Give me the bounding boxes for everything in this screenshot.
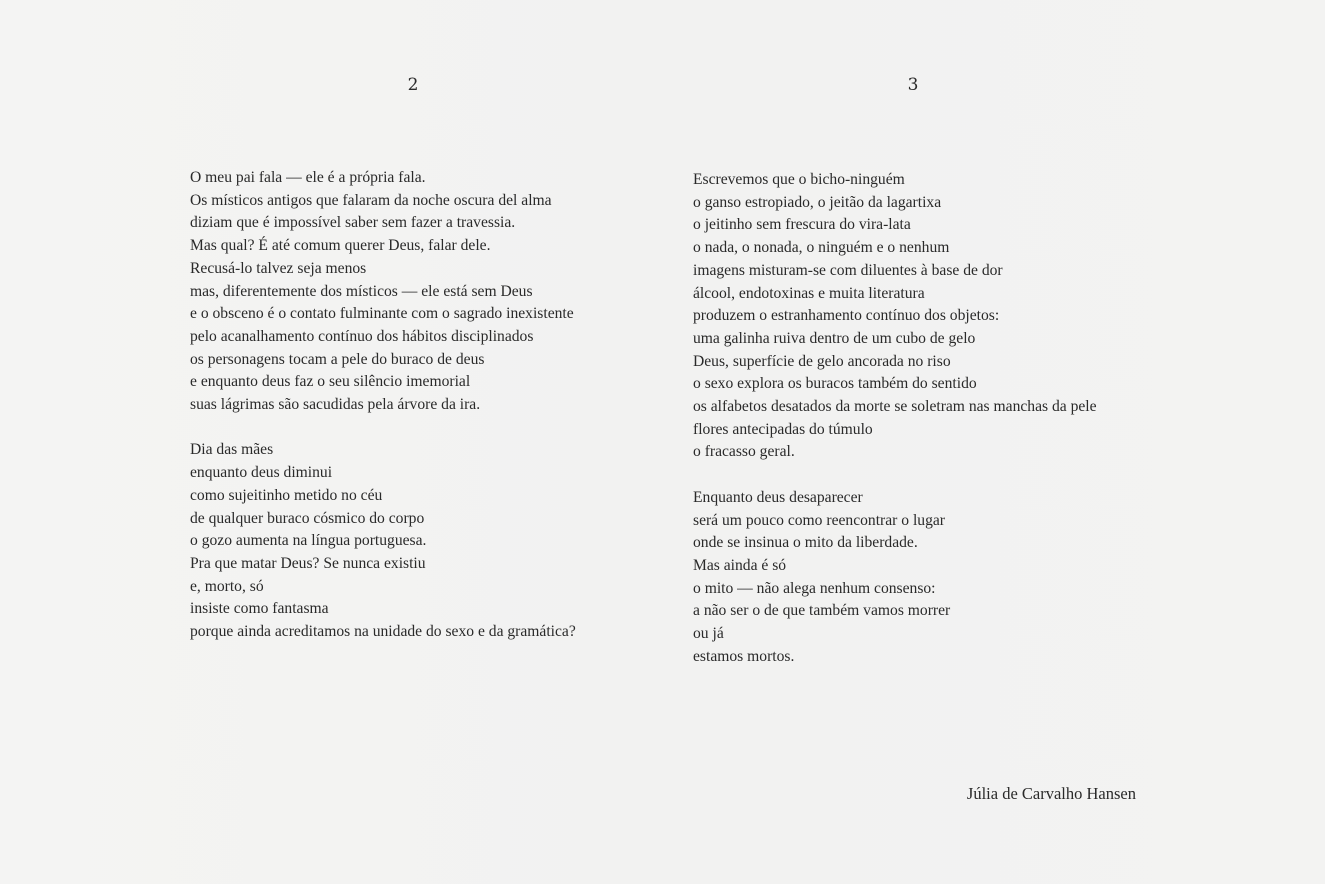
poem-line: insiste como fantasma xyxy=(190,600,329,618)
poem-line: Mas qual? É até comum querer Deus, falar dele. xyxy=(190,237,491,255)
poem-line: Pra que matar Deus? Se nunca existiu xyxy=(190,554,426,572)
poem-line: os personagens tocam a pele do buraco de deus xyxy=(190,350,485,368)
poem-line: porque ainda acreditamos na unidade do sexo e da gramática? xyxy=(190,623,576,641)
poem-line: suas lágrimas são sacudidas pela árvore da ira. xyxy=(190,396,481,414)
poem-line: uma galinha ruiva dentro de um cubo de gelo xyxy=(693,329,976,347)
poem-line: Dia das mães xyxy=(190,441,274,459)
poem-line: e enquanto deus faz o seu silêncio imemorial xyxy=(190,373,471,391)
poem-line: será um pouco como reencontrar o lugar xyxy=(693,511,945,529)
poem-line: Deus, superfície de gelo ancorada no riso xyxy=(693,352,951,370)
poem-line: estamos mortos. xyxy=(693,647,795,665)
poem-line: Enquanto deus desaparecer xyxy=(693,488,863,506)
poem-line: os alfabetos desatados da morte se soletram nas manchas da pele xyxy=(693,398,1097,416)
stanza xyxy=(693,169,1097,464)
poem-line: o nada, o nonada, o ninguém e o nenhum xyxy=(693,239,950,257)
poem-line: o fracasso geral. xyxy=(693,443,795,461)
poem-line: imagens misturam-se com diluentes à base de dor xyxy=(693,261,1003,279)
poem-line: álcool, endotoxinas e muita literatura xyxy=(693,284,925,302)
poem-line: diziam que é impossível saber sem fazer a travessia. xyxy=(190,214,516,232)
poem-line: e o obsceno é o contato fulminante com o sagrado inexistente xyxy=(190,305,574,323)
poem-line: flores antecipadas do túmulo xyxy=(693,420,873,438)
stanza xyxy=(190,439,576,643)
poem-line: o sexo explora os buracos também do sentido xyxy=(693,375,977,393)
poem-line: produzem o estranhamento contínuo dos objetos: xyxy=(693,307,1000,325)
stanza xyxy=(190,167,576,417)
poem-line: a não ser o de que também vamos morrer xyxy=(693,602,951,620)
poem-line: o ganso estropiado, o jeitão da lagartixa xyxy=(693,193,942,211)
poem-line: Escrevemos que o bicho-ninguém xyxy=(693,171,905,188)
stanza xyxy=(693,487,1097,669)
poem-line: o mito — não alega nenhum consenso: xyxy=(693,579,936,597)
page-number-right: 3 xyxy=(907,75,919,95)
poem-line: Mas ainda é só xyxy=(693,556,787,574)
poem-line: O meu pai fala — ele é a própria fala. xyxy=(190,169,426,186)
right-page-poem xyxy=(693,169,1097,668)
poem-line: de qualquer buraco cósmico do corpo xyxy=(190,509,425,527)
poem-line: onde se insinua o mito da liberdade. xyxy=(693,534,918,552)
poem-line: como sujeitinho metido no céu xyxy=(190,486,383,504)
poem-line: o jeitinho sem frescura do vira-lata xyxy=(693,216,911,234)
poem-line: Os místicos antigos que falaram da noche oscura del alma xyxy=(190,191,552,209)
left-page-poem xyxy=(190,167,576,644)
poem-line: pelo acanalhamento contínuo dos hábitos disciplinados xyxy=(190,327,534,345)
poem-line: mas, diferentemente dos místicos — ele está sem Deus xyxy=(190,282,533,300)
page-number-left: 2 xyxy=(407,75,419,95)
poem-line: Recusá-lo talvez seja menos xyxy=(190,259,367,277)
poem-line: ou já xyxy=(693,625,724,643)
poem-line: o gozo aumenta na língua portuguesa. xyxy=(190,532,427,550)
author-signature: Júlia de Carvalho Hansen xyxy=(966,784,1136,803)
poem-line: enquanto deus diminui xyxy=(190,464,333,482)
poem-line: e, morto, só xyxy=(190,577,264,595)
